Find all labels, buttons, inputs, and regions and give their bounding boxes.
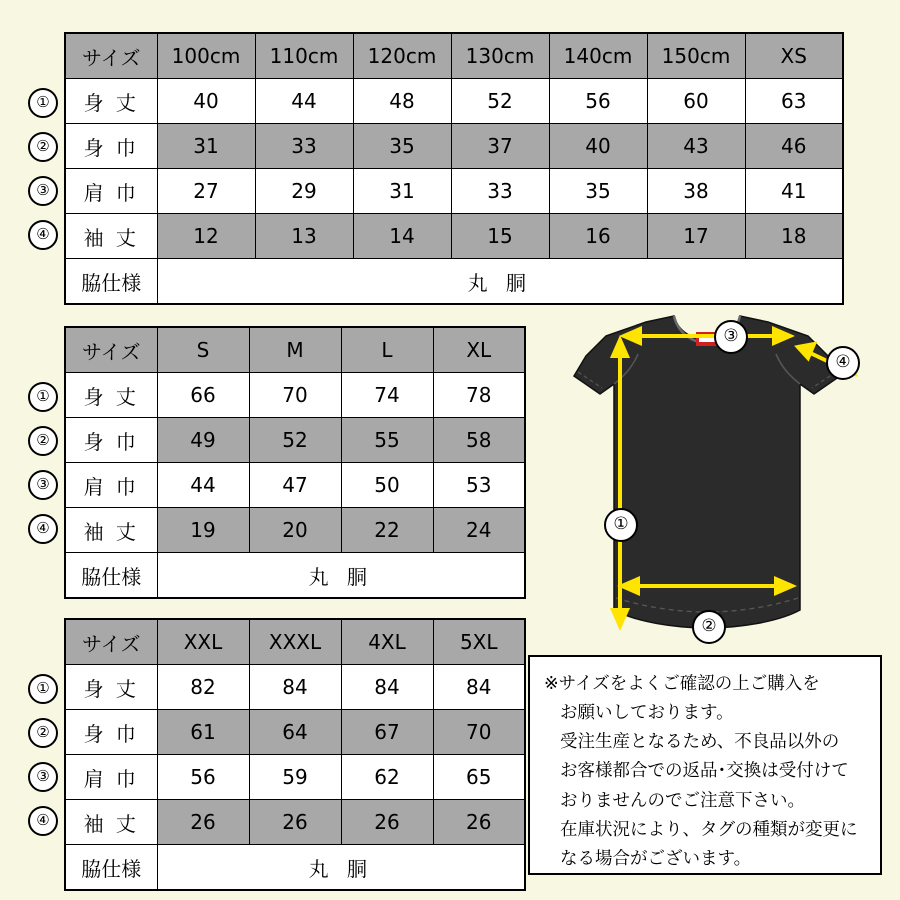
cell-value: 26	[433, 800, 525, 845]
row-label-3: 肩 巾	[65, 755, 157, 800]
cell-value: 26	[157, 800, 249, 845]
cell-value: 59	[249, 755, 341, 800]
cell-value: 70	[433, 710, 525, 755]
callout-4: ④	[826, 346, 860, 380]
header-size-5: 140cm	[549, 33, 647, 79]
cell-value: 27	[157, 169, 255, 214]
cell-value: 66	[157, 373, 249, 418]
table-row	[65, 710, 525, 755]
cell-value: 58	[433, 418, 525, 463]
callout-3: ③	[714, 320, 748, 354]
row-label-1: 身 丈	[65, 665, 157, 710]
cell-value: 47	[249, 463, 341, 508]
table-row	[65, 755, 525, 800]
table-row	[65, 373, 525, 418]
row-label-4: 袖 丈	[65, 800, 157, 845]
cell-value: 44	[255, 79, 353, 124]
cell-value: 16	[549, 214, 647, 259]
callout-2: ②	[692, 610, 726, 644]
bigsize-table-wrap	[64, 618, 526, 891]
purchase-notice-box	[528, 655, 882, 875]
row-marker-3-kids: ③	[28, 176, 58, 206]
row-label-3: 肩 巾	[65, 463, 157, 508]
cell-value: 49	[157, 418, 249, 463]
row-marker-1-kids: ①	[28, 88, 58, 118]
row-marker-2-adult: ②	[28, 426, 58, 456]
header-size-3: 4XL	[341, 619, 433, 665]
notice-line-3: 受注生産となるため、不良品以外の	[560, 732, 840, 753]
cell-value: 31	[157, 124, 255, 169]
header-size-1: XXL	[157, 619, 249, 665]
notice-line-2: お願いしております。	[560, 703, 734, 724]
adult-size-table	[64, 326, 526, 599]
row-label-2: 身 巾	[65, 710, 157, 755]
table-row	[65, 665, 525, 710]
notice-line-1: ※サイズをよくご確認の上ご購入を	[544, 674, 820, 694]
cell-value: 20	[249, 508, 341, 553]
cell-value: 26	[341, 800, 433, 845]
cell-value: 31	[353, 169, 451, 214]
cell-value: 24	[433, 508, 525, 553]
cell-value: 13	[255, 214, 353, 259]
cell-value: 12	[157, 214, 255, 259]
table-footer-row	[65, 845, 525, 891]
row-label-4: 袖 丈	[65, 508, 157, 553]
cell-value: 82	[157, 665, 249, 710]
cell-value: 67	[341, 710, 433, 755]
cell-value: 84	[341, 665, 433, 710]
header-size-4: 130cm	[451, 33, 549, 79]
cell-value: 61	[157, 710, 249, 755]
cell-value: 50	[341, 463, 433, 508]
cell-value: 18	[745, 214, 843, 259]
table-footer-row	[65, 553, 525, 599]
cell-value: 41	[745, 169, 843, 214]
table-row	[65, 79, 843, 124]
cell-value: 48	[353, 79, 451, 124]
cell-value: 33	[255, 124, 353, 169]
cell-value: 14	[353, 214, 451, 259]
cell-value: 70	[249, 373, 341, 418]
cell-value: 78	[433, 373, 525, 418]
header-size-1: S	[157, 327, 249, 373]
header-size-4: 5XL	[433, 619, 525, 665]
row-marker-1-big: ①	[28, 674, 58, 704]
cell-value: 22	[341, 508, 433, 553]
row-label-2: 身 巾	[65, 418, 157, 463]
footer-value: 丸 胴	[157, 553, 525, 599]
cell-value: 65	[433, 755, 525, 800]
row-marker-2-big: ②	[28, 718, 58, 748]
row-label-2: 身 巾	[65, 124, 157, 169]
cell-value: 52	[451, 79, 549, 124]
row-marker-3-adult: ③	[28, 470, 58, 500]
table-row	[65, 463, 525, 508]
row-marker-3-big: ③	[28, 762, 58, 792]
cell-value: 26	[249, 800, 341, 845]
callout-1: ①	[604, 508, 638, 542]
notice-line-4: お客様都合での返品･交換は受付けて	[560, 761, 849, 782]
cell-value: 19	[157, 508, 249, 553]
kids-size-table	[64, 32, 844, 305]
cell-value: 40	[157, 79, 255, 124]
notice-line-6: 在庫状況により、タグの種類が変更に	[560, 819, 858, 840]
header-size-1: 100cm	[157, 33, 255, 79]
header-size-2: 110cm	[255, 33, 353, 79]
footer-value: 丸 胴	[157, 259, 843, 305]
cell-value: 53	[433, 463, 525, 508]
cell-value: 43	[647, 124, 745, 169]
cell-value: 64	[249, 710, 341, 755]
adult-size-table-wrap	[64, 326, 526, 599]
row-marker-1-adult: ①	[28, 382, 58, 412]
cell-value: 56	[549, 79, 647, 124]
bigsize-size-table	[64, 618, 526, 891]
table-row	[65, 418, 525, 463]
row-marker-4-big: ④	[28, 806, 58, 836]
notice-line-7: なる場合がございます。	[560, 848, 752, 869]
cell-value: 38	[647, 169, 745, 214]
header-size-label: サイズ	[65, 33, 157, 79]
footer-value: 丸 胴	[157, 845, 525, 891]
row-label-1: 身 丈	[65, 79, 157, 124]
header-size-4: XL	[433, 327, 525, 373]
kids-size-table-wrap	[64, 32, 844, 305]
cell-value: 74	[341, 373, 433, 418]
table-row	[65, 800, 525, 845]
cell-value: 35	[353, 124, 451, 169]
cell-value: 17	[647, 214, 745, 259]
table-header-row	[65, 327, 525, 373]
header-size-label: サイズ	[65, 327, 157, 373]
shirt-body	[574, 316, 840, 628]
row-marker-4-adult: ④	[28, 514, 58, 544]
footer-label: 脇仕様	[65, 259, 157, 305]
table-row	[65, 508, 525, 553]
table-row	[65, 214, 843, 259]
cell-value: 33	[451, 169, 549, 214]
header-size-label: サイズ	[65, 619, 157, 665]
footer-label: 脇仕様	[65, 553, 157, 599]
cell-value: 55	[341, 418, 433, 463]
row-label-3: 肩 巾	[65, 169, 157, 214]
cell-value: 29	[255, 169, 353, 214]
row-label-1: 身 丈	[65, 373, 157, 418]
row-label-4: 袖 丈	[65, 214, 157, 259]
header-size-7: XS	[745, 33, 843, 79]
notice-line-5: おりませんのでご注意下さい。	[560, 790, 805, 811]
cell-value: 15	[451, 214, 549, 259]
cell-value: 40	[549, 124, 647, 169]
cell-value: 56	[157, 755, 249, 800]
cell-value: 84	[433, 665, 525, 710]
header-size-3: 120cm	[353, 33, 451, 79]
cell-value: 62	[341, 755, 433, 800]
cell-value: 44	[157, 463, 249, 508]
row-marker-2-kids: ②	[28, 132, 58, 162]
header-size-6: 150cm	[647, 33, 745, 79]
table-row	[65, 124, 843, 169]
table-header-row	[65, 619, 525, 665]
header-size-2: M	[249, 327, 341, 373]
cell-value: 84	[249, 665, 341, 710]
cell-value: 52	[249, 418, 341, 463]
row-marker-4-kids: ④	[28, 220, 58, 250]
table-row	[65, 169, 843, 214]
cell-value: 35	[549, 169, 647, 214]
tshirt-illustration	[528, 310, 886, 650]
table-header-row	[65, 33, 843, 79]
footer-label: 脇仕様	[65, 845, 157, 891]
cell-value: 37	[451, 124, 549, 169]
header-size-2: XXXL	[249, 619, 341, 665]
cell-value: 60	[647, 79, 745, 124]
cell-value: 46	[745, 124, 843, 169]
header-size-3: L	[341, 327, 433, 373]
table-footer-row	[65, 259, 843, 305]
cell-value: 63	[745, 79, 843, 124]
